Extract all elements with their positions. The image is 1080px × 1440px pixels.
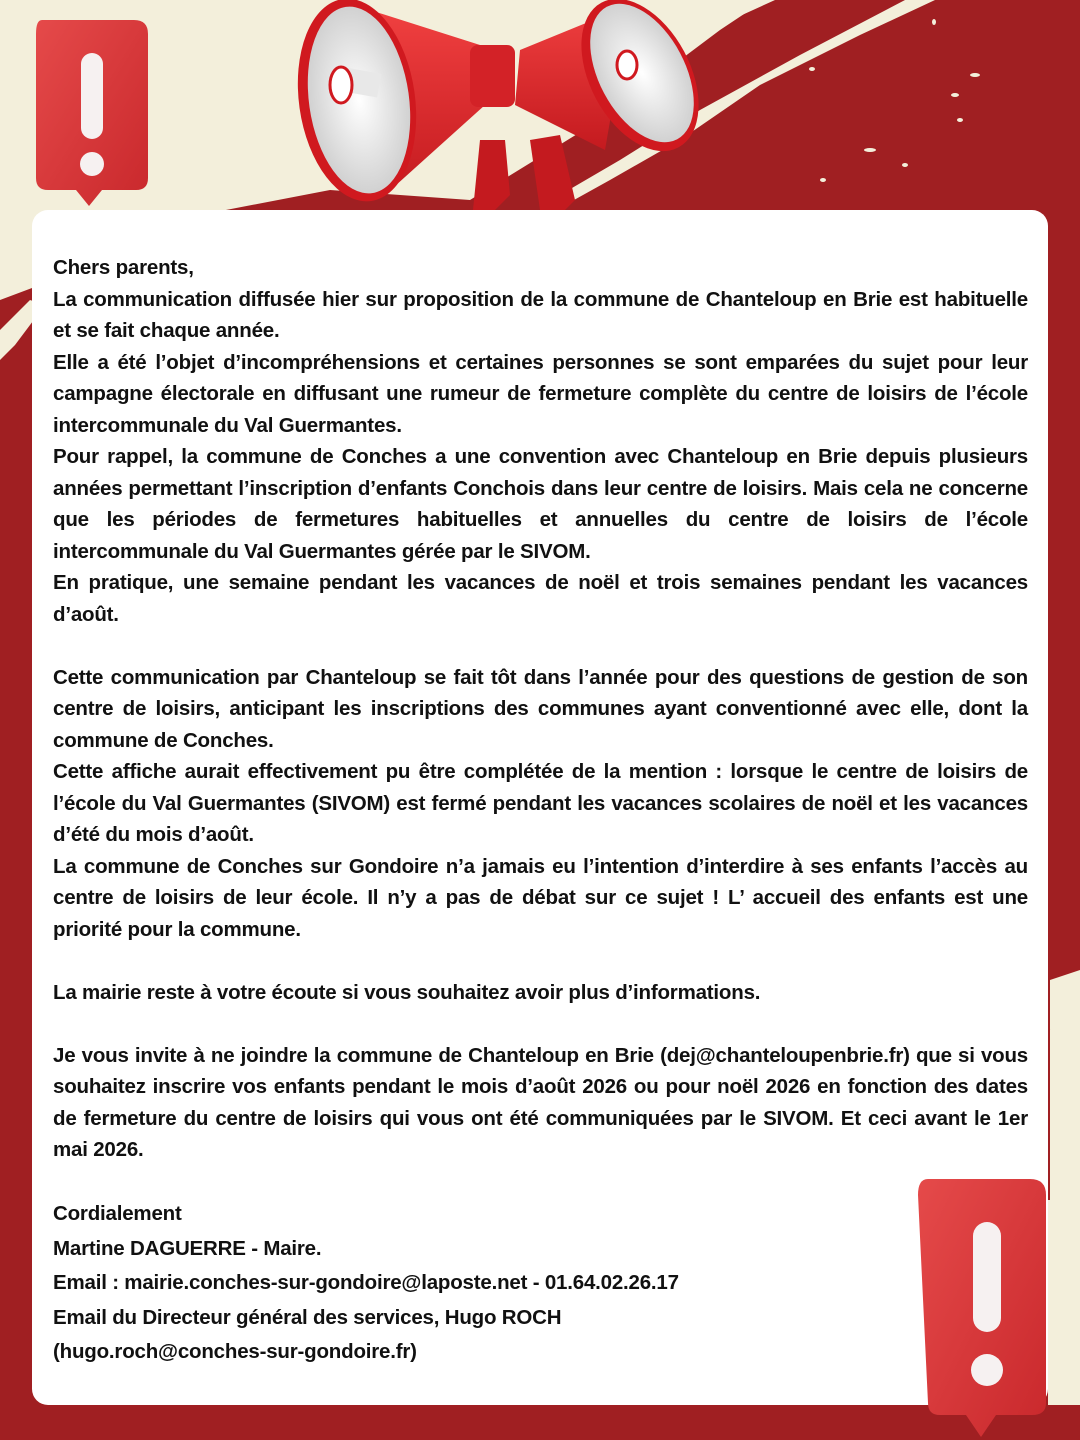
signatory-name: Martine DAGUERRE - Maire. <box>53 1236 322 1260</box>
contact-note: La mairie reste à votre écoute si vous souhaitez avoir plus d’informations. <box>53 980 761 1004</box>
alert-bubble-icon <box>28 18 152 208</box>
closing: Cordialement <box>53 1202 182 1225</box>
paragraph: Cette communication par Chanteloup se fait tôt dans l’année pour des questions de gestion de son centre de loisirs, anticipant les inscriptions des communes ayant conventionné avec elle, dont la commune de Conches. <box>53 665 1028 752</box>
mairie-email-phone: Email : mairie.conches-sur-gondoire@laposte.net - 01.64.02.26.17 <box>53 1271 679 1294</box>
megaphone-icon <box>275 0 725 225</box>
letter-card <box>32 210 1048 1405</box>
paragraph: Elle a été l’objet d’incompréhensions et certaines personnes se sont emparées du sujet pour leur campagne électorale en diffusant une rumeur de fermeture complète du centre de loisirs de l’école intercommunale du Val Guermantes. <box>53 350 1028 437</box>
signature-block <box>53 1197 1028 1370</box>
paragraph: La commune de Conches sur Gondoire n’a jamais eu l’intention d’interdire à ses enfants l’accès au centre de loisirs de leur école. Il n’y a pas de débat sur ce sujet ! L’ accueil des enfants est une priorité pour la commune. <box>53 854 1028 941</box>
alert-bubble-icon <box>912 1175 1052 1440</box>
letter-body <box>53 252 1028 1370</box>
paragraph: Cette affiche aurait effectivement pu être complétée de la mention : lorsque le centre de loisirs de l’école du Val Guermantes (SIVOM) est fermé pendant les vacances scolaires de noël et les vacances d’été du mois d’août. <box>53 760 1028 846</box>
dgs-line: Email du Directeur général des services, Hugo ROCH <box>53 1305 562 1329</box>
invite-paragraph: Je vous invite à ne joindre la commune de Chanteloup en Brie (dej@chanteloupenbrie.fr) que si vous souhaitez inscrire vos enfants pendant le mois d’août 2026 ou pour noël 2026 en fonction des dates de fermeture du centre de loisirs qui vous ont été communiquées par le SIVOM. Et ceci avant le 1er mai 2026. <box>53 1043 1028 1161</box>
paragraph: Pour rappel, la commune de Conches a une convention avec Chanteloup en Brie depuis plusieurs années permettant l’inscription d’enfants Conchois dans leur centre de loisirs. Mais cela ne concerne que les périodes de fermetures habituelles et annuelles du centre de loisirs de l’école intercommunale du Val Guermantes gérée par le SIVOM. <box>53 445 1028 563</box>
cream-splash <box>1050 1017 1080 1210</box>
dgs-email: (hugo.roch@conches-sur-gondoire.fr) <box>53 1340 417 1363</box>
paragraph: En pratique, une semaine pendant les vacances de noël et trois semaines pendant les vacances d’août. <box>53 571 1028 626</box>
greeting: Chers parents, <box>53 256 194 279</box>
paragraph: La communication diffusée hier sur proposition de la commune de Chanteloup en Brie est habituelle et se fait chaque année. <box>53 287 1028 342</box>
